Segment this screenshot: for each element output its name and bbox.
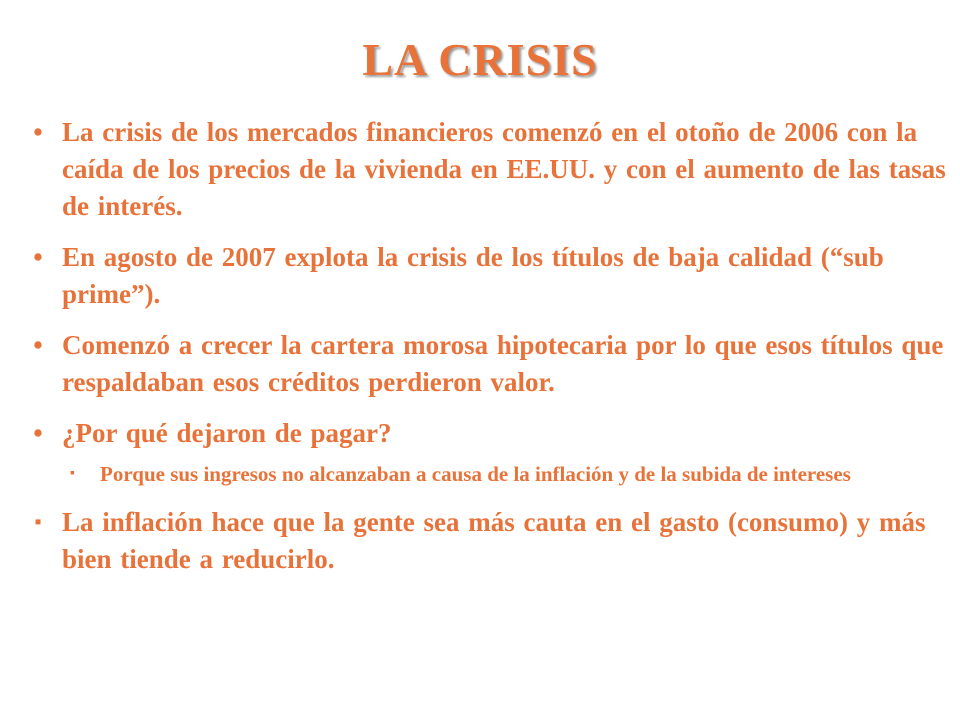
bullet-item xyxy=(20,504,950,578)
bullet-item xyxy=(20,239,950,313)
bullet-item xyxy=(20,327,950,401)
square-bullet-icon: ▪ xyxy=(70,466,75,481)
bullet-icon: • xyxy=(33,242,43,272)
bullet-icon: • xyxy=(33,330,43,360)
bullet-icon: • xyxy=(33,117,43,147)
bullet-list xyxy=(20,114,950,592)
bullet-text: La inflación hace que la gente sea más cauta en el gasto (consumo) y más bien tiende a reducirlo. xyxy=(62,507,926,574)
bullet-text: ¿Por qué dejaron de pagar? xyxy=(62,418,392,448)
bullet-text: Comenzó a crecer la cartera morosa hipotecaria por lo que esos títulos que respaldaban esos créditos perdieron valor. xyxy=(62,330,944,397)
sub-bullet-item xyxy=(62,460,950,488)
bullet-text: En agosto de 2007 explota la crisis de los títulos de baja calidad (“sub prime”). xyxy=(62,242,884,309)
bullet-item xyxy=(20,415,950,452)
bullet-item xyxy=(20,114,950,225)
slide-title: LA CRISIS xyxy=(362,34,598,85)
square-bullet-icon: ▪ xyxy=(34,511,42,533)
sub-bullet-text: Porque sus ingresos no alcanzaban a causa de la inflación y de la subida de intereses xyxy=(100,462,851,486)
bullet-text: La crisis de los mercados financieros comenzó en el otoño de 2006 con la caída de los precios de la vivienda en EE.UU. y con el aumento de las tasas de interés. xyxy=(62,117,946,221)
bullet-icon: • xyxy=(33,418,43,448)
